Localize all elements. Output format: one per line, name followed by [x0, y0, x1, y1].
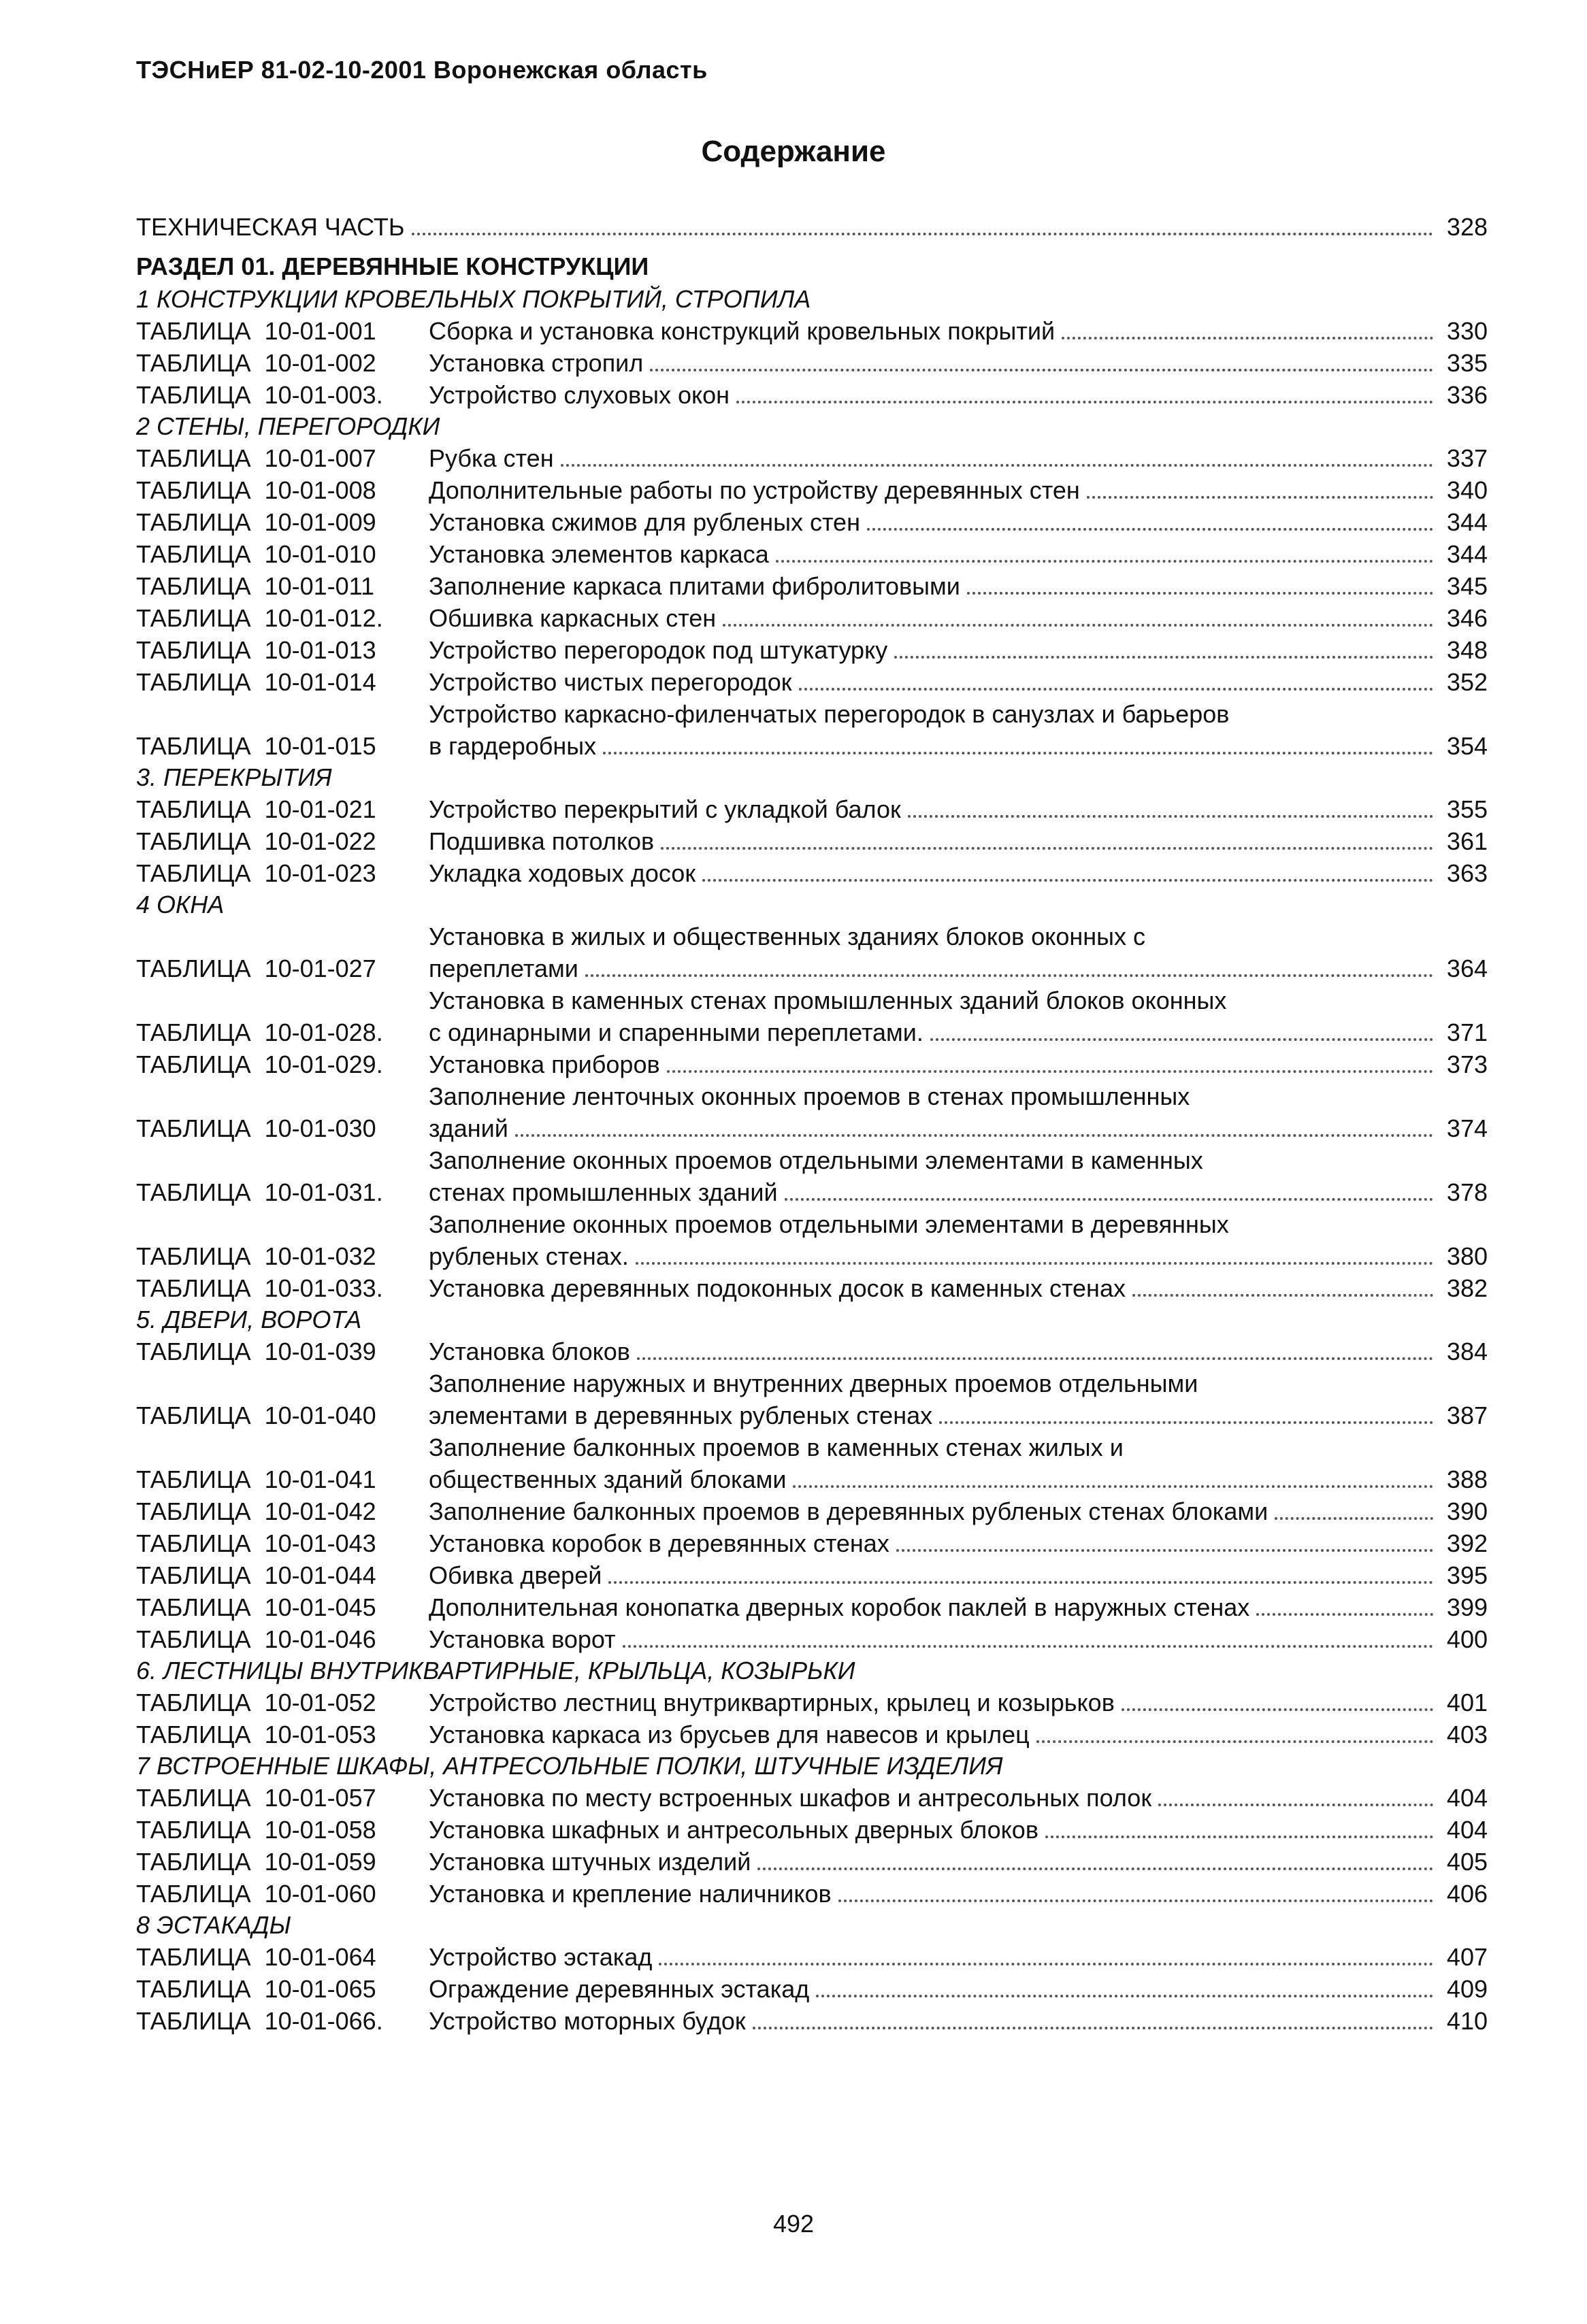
toc-entry-title-line: Установка в жилых и общественных зданиях блоков оконных с [429, 923, 1146, 950]
table-number: ТАБЛИЦА 10-01-045 [136, 1593, 376, 1621]
toc-entry-title-line: Ограждение деревянных эстакад [429, 1975, 810, 2003]
toc-entry-title-line: Устройство лестниц внутриквартирных, крылец и козырьков [429, 1689, 1115, 1716]
toc-page-number: 340 [1446, 476, 1488, 504]
toc-entry[interactable] [136, 984, 1488, 1048]
table-number: ТАБЛИЦА 10-01-060 [136, 1880, 376, 1908]
dot-leader [799, 688, 1433, 691]
dot-leader [667, 1070, 1433, 1073]
toc-entry-title-line: Дополнительные работы по устройству деревянных стен [429, 476, 1080, 504]
table-number: ТАБЛИЦА 10-01-031. [136, 1178, 383, 1206]
toc-entry-text [429, 1878, 1488, 1910]
toc-entry-title-line: стенах промышленных зданий [429, 1178, 778, 1206]
toc-entry-title-line: Дополнительная конопатка дверных коробок паклей в наружных стенах [429, 1593, 1250, 1621]
toc-page-number: 388 [1446, 1465, 1488, 1493]
section-title: РАЗДЕЛ 01. ДЕРЕВЯННЫЕ КОНСТРУКЦИИ [136, 252, 649, 280]
toc-page-number: 401 [1446, 1689, 1488, 1716]
table-number: ТАБЛИЦА 10-01-042 [136, 1497, 376, 1525]
table-number: ТАБЛИЦА 10-01-015 [136, 732, 376, 760]
toc-entry-text [429, 666, 1488, 698]
toc-entry-text [429, 920, 1488, 984]
toc-entry[interactable] [136, 570, 1488, 602]
toc-page-number: 354 [1446, 732, 1488, 760]
toc-page-number: 406 [1446, 1880, 1488, 1908]
toc-entry[interactable] [136, 825, 1488, 857]
toc-entry-title-line: Установка приборов [429, 1050, 660, 1078]
toc-page-number: 380 [1446, 1242, 1488, 1270]
subsection-title: 4 ОКНА [136, 891, 225, 918]
toc-entry-title-line: переплетами [429, 954, 578, 982]
toc-entry-title-line: Установка шкафных и антресольных дверных блоков [429, 1816, 1038, 1844]
toc-entry[interactable] [136, 634, 1488, 666]
dot-leader [757, 1868, 1433, 1870]
dot-leader [1087, 496, 1433, 499]
toc-entry[interactable] [136, 857, 1488, 889]
toc-entry[interactable] [136, 1591, 1488, 1623]
dot-leader [603, 752, 1433, 754]
dot-leader [1132, 1294, 1433, 1297]
table-number: ТАБЛИЦА 10-01-027 [136, 954, 376, 982]
toc-page-number: 335 [1446, 349, 1488, 377]
table-number: ТАБЛИЦА 10-01-002 [136, 349, 376, 377]
toc-entry-text [429, 1941, 1488, 1973]
toc-entry-technical-part[interactable] [136, 211, 1488, 243]
toc-page-number: 409 [1446, 1975, 1488, 2003]
toc-entry-title-line: с одинарными и спаренными переплетами. [429, 1018, 923, 1046]
toc-page-number: 382 [1446, 1274, 1488, 1302]
toc-entry-text [429, 1335, 1488, 1367]
table-number: ТАБЛИЦА 10-01-008 [136, 476, 376, 504]
toc-entry-text [429, 1973, 1488, 2005]
toc-entry-title-line: Сборка и установка конструкций кровельных покрытий [429, 317, 1056, 345]
toc-entry[interactable] [136, 1814, 1488, 1846]
toc-entry-title-line: Установка сжимов для рубленых стен [429, 508, 860, 536]
toc-entry-text [429, 1559, 1488, 1591]
table-number: ТАБЛИЦА 10-01-023 [136, 859, 376, 887]
toc-page-number: 373 [1446, 1050, 1488, 1078]
subsection-title: 2 СТЕНЫ, ПЕРЕГОРОДКИ [136, 412, 440, 440]
toc-entry-title-line: Установка штучных изделий [429, 1848, 751, 1876]
toc-entry-text [429, 2005, 1488, 2037]
toc-entry[interactable] [136, 1527, 1488, 1559]
toc-entry-text [429, 1623, 1488, 1655]
toc-page-number: 399 [1446, 1593, 1488, 1621]
table-number: ТАБЛИЦА 10-01-033. [136, 1274, 383, 1302]
toc-entry-text [429, 1272, 1488, 1304]
toc-entry-text [429, 442, 1488, 474]
dot-leader [608, 1581, 1433, 1584]
page-title: Содержание [701, 135, 886, 168]
page-number: 492 [772, 2210, 815, 2238]
toc-entry-text [429, 698, 1488, 762]
toc-entry-title-line: Установка ворот [429, 1625, 616, 1653]
toc-entry-title-line: Заполнение каркаса плитами фибролитовыми [429, 572, 960, 600]
toc-page-number: 344 [1446, 540, 1488, 568]
toc-entry-title-line: Установка блоков [429, 1338, 630, 1365]
toc-page-number: 395 [1446, 1561, 1488, 1589]
table-number: ТАБЛИЦА 10-01-064 [136, 1943, 376, 1971]
toc-entry-text [429, 506, 1488, 538]
toc-page-number: 346 [1446, 604, 1488, 632]
toc-page-number: 336 [1446, 381, 1488, 409]
toc-entry-text [429, 984, 1488, 1048]
toc-page-number: 404 [1446, 1816, 1488, 1844]
toc-entry[interactable] [136, 474, 1488, 506]
toc-entry[interactable] [136, 1846, 1488, 1878]
toc-entry-text [429, 1048, 1488, 1080]
dot-leader [636, 1262, 1433, 1265]
toc-entry-title-line: Установка стропил [429, 349, 644, 377]
dot-leader [838, 1899, 1433, 1902]
toc-entry-text [429, 1591, 1488, 1623]
toc-entry-title-line: Установка элементов каркаса [429, 540, 769, 568]
table-number: ТАБЛИЦА 10-01-029. [136, 1050, 383, 1078]
toc-entry-title-line: Заполнение наружных и внутренних дверных проемов отдельными [429, 1370, 1198, 1397]
table-number: ТАБЛИЦА 10-01-028. [136, 1018, 383, 1046]
toc-entry-title-line: Рубка стен [429, 444, 554, 472]
toc-entry[interactable] [136, 1272, 1488, 1304]
toc-entry-title-line: рубленых стенах. [429, 1242, 629, 1270]
toc-entry[interactable] [136, 666, 1488, 698]
toc-page-number: 407 [1446, 1943, 1488, 1971]
toc-entry-title-line: Заполнение оконных проемов отдельными элементами в каменных [429, 1146, 1203, 1174]
toc-entry-title-line: в гардеробных [429, 732, 597, 760]
subsection-title: 7 ВСТРОЕННЫЕ ШКАФЫ, АНТРЕСОЛЬНЫЕ ПОЛКИ, ШТУЧНЫЕ ИЗДЕЛИЯ [136, 1752, 1003, 1780]
toc-entry-text [429, 857, 1488, 889]
table-number: ТАБЛИЦА 10-01-058 [136, 1816, 376, 1844]
toc-page-number: 390 [1446, 1497, 1488, 1525]
toc-entry-text [429, 1814, 1488, 1846]
toc-entry[interactable] [136, 1941, 1488, 1973]
table-number: ТАБЛИЦА 10-01-021 [136, 795, 376, 823]
toc-entry[interactable] [136, 506, 1488, 538]
toc-entry[interactable] [136, 793, 1488, 825]
toc-entry-title-line: Установка каркаса из брусьев для навесов и крылец [429, 1721, 1030, 1748]
toc-entry[interactable] [136, 698, 1488, 762]
table-number: ТАБЛИЦА 10-01-039 [136, 1338, 376, 1365]
toc-entry[interactable] [136, 1335, 1488, 1367]
table-number: ТАБЛИЦА 10-01-007 [136, 444, 376, 472]
toc-entry[interactable] [136, 1048, 1488, 1080]
toc-page-number: 352 [1446, 668, 1488, 696]
toc-page-number: 348 [1446, 636, 1488, 664]
toc-entry-text [429, 1208, 1488, 1272]
toc-entry-text [429, 379, 1488, 411]
toc-entry[interactable] [136, 1080, 1488, 1144]
toc-entry-text [429, 1719, 1488, 1750]
document-header: ТЭСНиЕР 81-02-10-2001 Воронежская область [136, 56, 708, 84]
toc-page-number: 403 [1446, 1721, 1488, 1748]
table-number: ТАБЛИЦА 10-01-052 [136, 1689, 376, 1716]
dot-leader [816, 1995, 1433, 1997]
toc-page-number: 345 [1446, 572, 1488, 600]
dot-leader [650, 369, 1433, 371]
toc-page-number: 392 [1446, 1529, 1488, 1557]
toc-page-number: 337 [1446, 444, 1488, 472]
toc-entry-title-line: Устройство эстакад [429, 1943, 653, 1971]
toc-entry[interactable] [136, 1878, 1488, 1910]
dot-leader [585, 974, 1433, 977]
table-number: ТАБЛИЦА 10-01-014 [136, 668, 376, 696]
toc-entry-title-line: Заполнение балконных проемов в каменных стенах жилых и [429, 1433, 1124, 1461]
toc-page-number: 371 [1446, 1018, 1488, 1046]
dot-leader [753, 2027, 1433, 2029]
dot-leader [561, 464, 1433, 467]
toc-entry-title-line: Устройство каркасно-филенчатых перегородок в санузлах и барьеров [429, 700, 1230, 728]
toc-entry-text [429, 1431, 1488, 1495]
toc-entry-title-line: Укладка ходовых досок [429, 859, 696, 887]
toc-page-number: 364 [1446, 954, 1488, 982]
toc-page-number: 374 [1446, 1114, 1488, 1142]
subsection-title: 5. ДВЕРИ, ВОРОТА [136, 1306, 362, 1333]
toc-entry-title-line: Устройство перекрытий с укладкой балок [429, 795, 901, 823]
toc-page-number: 361 [1446, 827, 1488, 855]
toc-page-number: 355 [1446, 795, 1488, 823]
table-number: ТАБЛИЦА 10-01-011 [136, 572, 375, 600]
toc-entry-text [429, 1687, 1488, 1719]
table-number: ТАБЛИЦА 10-01-030 [136, 1114, 376, 1142]
subsection-title: 1 КОНСТРУКЦИИ КРОВЕЛЬНЫХ ПОКРЫТИЙ, СТРОПИЛА [136, 285, 811, 313]
toc-entry-title-line: элементами в деревянных рубленых стенах [429, 1401, 933, 1429]
dot-leader [1045, 1836, 1433, 1838]
toc-page-number: 378 [1446, 1178, 1488, 1206]
toc-entry-text [429, 315, 1488, 347]
toc-entry[interactable] [136, 1782, 1488, 1814]
toc-entry-text [429, 1080, 1488, 1144]
toc-entry-text [429, 474, 1488, 506]
toc-entry-title-line: Устройство перегородок под штукатурку [429, 636, 888, 664]
subsection-title: 6. ЛЕСТНИЦЫ ВНУТРИКВАРТИРНЫЕ, КРЫЛЬЦА, КОЗЫРЬКИ [136, 1657, 855, 1684]
table-number: ТАБЛИЦА 10-01-013 [136, 636, 376, 664]
toc-entry[interactable] [136, 2005, 1488, 2037]
toc-entry-text [429, 1144, 1488, 1208]
dot-leader [515, 1134, 1433, 1137]
dot-leader [1062, 337, 1433, 339]
table-number: ТАБЛИЦА 10-01-053 [136, 1721, 376, 1748]
dot-leader [702, 879, 1433, 882]
toc-entry[interactable] [136, 920, 1488, 984]
dot-leader [637, 1357, 1433, 1360]
dot-leader [623, 1645, 1433, 1648]
toc-entry[interactable] [136, 315, 1488, 347]
toc-entry[interactable] [136, 379, 1488, 411]
toc-page-number: 387 [1446, 1401, 1488, 1429]
dot-leader [930, 1038, 1433, 1041]
toc-entry[interactable] [136, 1623, 1488, 1655]
toc-page-number: 344 [1446, 508, 1488, 536]
table-number: ТАБЛИЦА 10-01-010 [136, 540, 376, 568]
toc-entry[interactable] [136, 602, 1488, 634]
toc-entry-title-line: Установка по месту встроенных шкафов и антресольных полок [429, 1784, 1152, 1812]
toc-entry[interactable] [136, 1719, 1488, 1750]
table-number: ТАБЛИЦА 10-01-059 [136, 1848, 376, 1876]
toc-entry-text [429, 1367, 1488, 1431]
toc-entry-title-line: Устройство слуховых окон [429, 381, 730, 409]
toc-entry[interactable] [136, 442, 1488, 474]
table-number: ТАБЛИЦА 10-01-009 [136, 508, 376, 536]
dot-leader [939, 1421, 1433, 1424]
toc-entry-title-line: Подшивка потолков [429, 827, 655, 855]
toc-entry-text [429, 793, 1488, 825]
dot-leader [659, 1963, 1433, 1965]
toc-entry[interactable] [136, 1367, 1488, 1431]
toc-entry-text [429, 602, 1488, 634]
toc-entry[interactable] [136, 1973, 1488, 2005]
dot-leader [793, 1485, 1433, 1488]
toc-entry-text [429, 1846, 1488, 1878]
table-number: ТАБЛИЦА 10-01-032 [136, 1242, 376, 1270]
toc-entry[interactable] [136, 1144, 1488, 1208]
toc-entry-title-line: Установка в каменных стенах промышленных зданий блоков оконных [429, 986, 1227, 1014]
toc-entry-title-line: Устройство чистых перегородок [429, 668, 792, 696]
toc-entry[interactable] [136, 347, 1488, 379]
table-number: ТАБЛИЦА 10-01-001 [136, 317, 376, 345]
toc-entry-title-line: Заполнение балконных проемов в деревянных рубленых стенах блоками [429, 1497, 1269, 1525]
table-number: ТАБЛИЦА 10-01-044 [136, 1561, 376, 1589]
toc-entry-text [429, 1495, 1488, 1527]
toc-entry-title-line: общественных зданий блоками [429, 1465, 787, 1493]
toc-groups [136, 284, 1488, 2037]
toc-entry-title-line: Установка и крепление наличников [429, 1880, 832, 1908]
dot-leader [1256, 1613, 1433, 1616]
toc-entry[interactable] [136, 1495, 1488, 1527]
table-number: ТАБЛИЦА 10-01-046 [136, 1625, 376, 1653]
dot-leader [908, 815, 1433, 818]
toc-entry-text [429, 825, 1488, 857]
toc-page-number: 328 [1446, 213, 1488, 241]
dot-leader [1275, 1517, 1433, 1520]
toc-entry[interactable] [136, 538, 1488, 570]
toc-entry-title-line: Устройство моторных будок [429, 2007, 746, 2035]
toc-entry-text [429, 1782, 1488, 1814]
table-of-contents [136, 211, 1488, 2037]
dot-leader [776, 560, 1433, 563]
table-number: ТАБЛИЦА 10-01-066. [136, 2007, 383, 2035]
dot-leader [1122, 1708, 1433, 1711]
toc-entry-title-line: Установка деревянных подоконных досок в каменных стенах [429, 1274, 1126, 1302]
toc-entry-text [429, 538, 1488, 570]
dot-leader [661, 847, 1433, 850]
subsection-title: 3. ПЕРЕКРЫТИЯ [136, 763, 332, 791]
dot-leader [736, 401, 1433, 403]
toc-page-number: 404 [1446, 1784, 1488, 1812]
dot-leader [1158, 1804, 1433, 1806]
toc-page-number: 384 [1446, 1338, 1488, 1365]
toc-page-number: 410 [1446, 2007, 1488, 2035]
toc-page-number: 400 [1446, 1625, 1488, 1653]
toc-entry[interactable] [136, 1431, 1488, 1495]
toc-entry-title-line: Установка коробок в деревянных стенах [429, 1529, 889, 1557]
dot-leader [896, 1549, 1433, 1552]
table-number: ТАБЛИЦА 10-01-057 [136, 1784, 376, 1812]
toc-entry-title-line: Заполнение ленточных оконных проемов в стенах промышленных [429, 1082, 1190, 1110]
toc-page-number: 405 [1446, 1848, 1488, 1876]
toc-entry-title-line: Заполнение оконных проемов отдельными элементами в деревянных [429, 1210, 1229, 1238]
dot-leader [967, 592, 1433, 595]
table-number: ТАБЛИЦА 10-01-012. [136, 604, 383, 632]
toc-entry-title: ТЕХНИЧЕСКАЯ ЧАСТЬ [136, 213, 405, 241]
table-number: ТАБЛИЦА 10-01-043 [136, 1529, 376, 1557]
table-number: ТАБЛИЦА 10-01-065 [136, 1975, 376, 2003]
toc-entry-text [429, 347, 1488, 379]
subsection-title: 8 ЭСТАКАДЫ [136, 1911, 291, 1939]
dot-leader [412, 233, 1433, 235]
toc-page-number: 330 [1446, 317, 1488, 345]
toc-entry-text [429, 1527, 1488, 1559]
dot-leader [723, 624, 1433, 627]
dot-leader [867, 528, 1433, 531]
toc-entry[interactable] [136, 1687, 1488, 1719]
table-number: ТАБЛИЦА 10-01-040 [136, 1401, 376, 1429]
dot-leader [894, 656, 1433, 659]
toc-entry-text [429, 570, 1488, 602]
toc-entry-title-line: зданий [429, 1114, 508, 1142]
table-number: ТАБЛИЦА 10-01-003. [136, 381, 383, 409]
toc-page-number: 363 [1446, 859, 1488, 887]
toc-entry-title-line: Обшивка каркасных стен [429, 604, 717, 632]
dot-leader [785, 1198, 1433, 1201]
table-number: ТАБЛИЦА 10-01-022 [136, 827, 376, 855]
table-number: ТАБЛИЦА 10-01-041 [136, 1465, 376, 1493]
toc-entry-text [429, 634, 1488, 666]
toc-entry[interactable] [136, 1208, 1488, 1272]
dot-leader [1036, 1740, 1433, 1743]
toc-entry-title-line: Обивка дверей [429, 1561, 602, 1589]
toc-entry[interactable] [136, 1559, 1488, 1591]
